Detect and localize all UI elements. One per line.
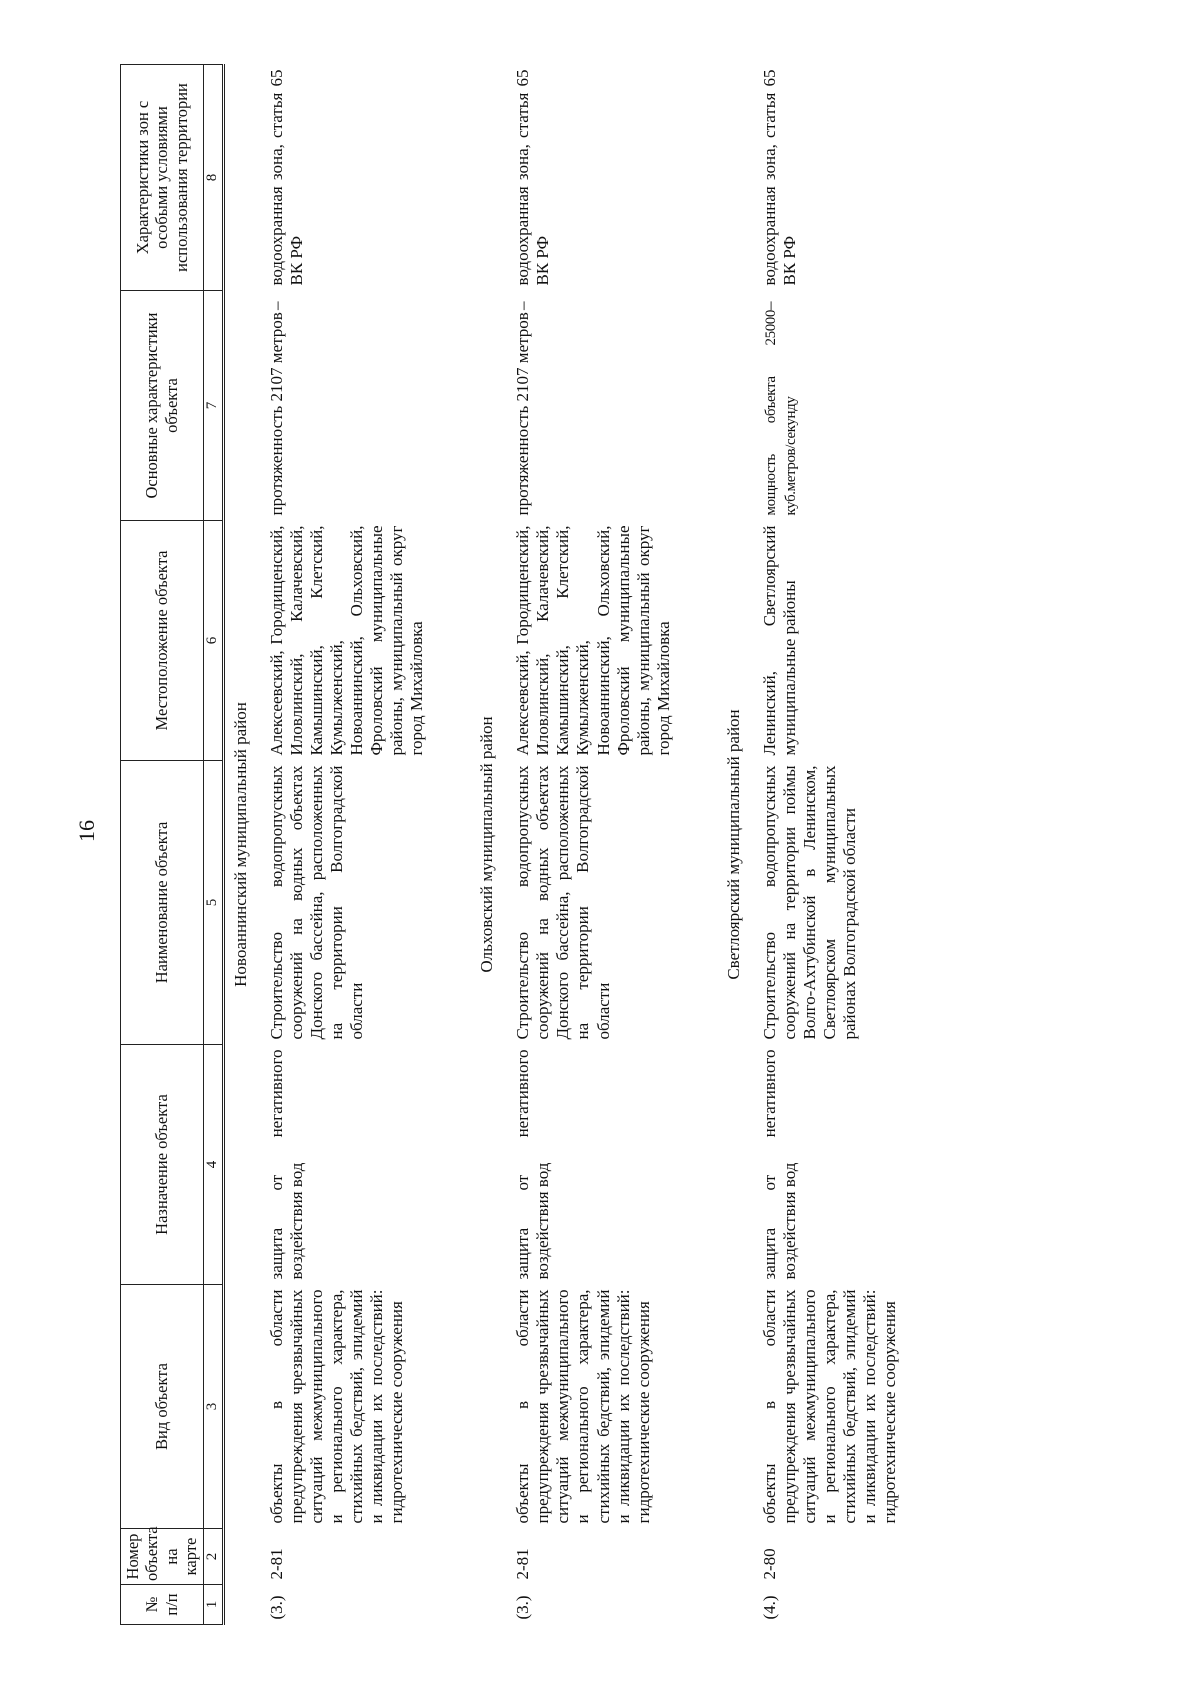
column-number: 7 [203, 291, 223, 521]
district-heading-row [718, 65, 752, 1625]
header-cell: Номер объекта на карте [121, 1529, 204, 1585]
characteristics-text: протяженность 2107 метров [513, 312, 533, 516]
header-cell: Назначение объекта [121, 1045, 204, 1285]
header-row [121, 65, 204, 1625]
map-number: 2-81 [266, 1548, 286, 1580]
table-row [259, 65, 427, 1625]
object-name: Строительство водопропускных сооружений на территории поймы Волго-Ахтубинской в Ленинском, Светлоярском муниципальных районах Волгоградской области [759, 765, 859, 1040]
spacer-row [674, 65, 718, 1625]
column-number: 4 [203, 1045, 223, 1285]
header-cell: Наименование объекта [121, 761, 204, 1045]
column-number-row [203, 65, 223, 1625]
row-number: (4.) [759, 1595, 779, 1620]
header-cell: № п/п [121, 1585, 204, 1625]
object-kind: объекты в области предупреждения чрезвычайных ситуаций межмуниципального и регионального характера, стихийных бедствий, эпидемий и ликвидации их последствий: гидротехнические сооружения [759, 1289, 900, 1524]
object-name: Строительство водопропускных сооружений на водных объектах Донского бассейна, расположенных на территории Волгоградской области [513, 765, 613, 1040]
map-number: 2-81 [513, 1548, 533, 1580]
object-kind: объекты в области предупреждения чрезвычайных ситуаций межмуниципального и регионального характера, стихийных бедствий, эпидемий и ликвидации их последствий: гидротехнические сооружения [513, 1289, 653, 1524]
zone-characteristics: водоохранная зона, статья 65 ВК РФ [759, 69, 799, 286]
district-heading: Новоаннинский муниципальный район [230, 702, 250, 987]
column-number: 3 [203, 1285, 223, 1529]
map-number: 2-80 [759, 1548, 779, 1580]
dash: – [513, 301, 533, 310]
page-number: 16 [74, 820, 99, 842]
object-purpose: защита от негативного воздействия вод [266, 1049, 306, 1280]
object-location: Алексеевский, Городищенский, Иловлинский, Калачевский, Камышинский, Клетский, Кумылженский, Новоаннинский, Ольховский, Фроловский муниципальные районы, муниципальный округ город Михайловка [513, 525, 673, 756]
dash: – [266, 301, 286, 310]
object-characteristics [259, 291, 427, 521]
object-characteristics [752, 291, 900, 521]
column-number: 2 [203, 1529, 223, 1585]
object-characteristics [505, 291, 673, 521]
column-number: 8 [203, 65, 223, 291]
objects-table [120, 64, 900, 1625]
characteristics-text: мощность объекта 25000 куб.метров/секунду [762, 310, 800, 516]
header-cell: Местоположение объекта [121, 521, 204, 761]
table-row [752, 65, 900, 1625]
object-purpose: защита от негативного воздействия вод [759, 1049, 799, 1280]
rotated-page [120, 65, 1160, 1625]
object-location: Ленинский, Светлоярский муниципальные районы [759, 525, 799, 756]
zone-characteristics: водоохранная зона, статья 65 ВК РФ [266, 69, 306, 286]
dash: – [759, 301, 779, 310]
object-name: Строительство водопропускных сооружений на водных объектах Донского бассейна, расположенных на территории Волгоградской области [266, 765, 367, 1040]
zone-characteristics: водоохранная зона, статья 65 ВК РФ [513, 69, 553, 286]
table-row [505, 65, 673, 1625]
district-heading-row [223, 65, 259, 1625]
row-number: (3.) [513, 1595, 533, 1620]
column-number: 1 [203, 1585, 223, 1625]
spacer-row [427, 65, 471, 1625]
header-cell: Основные характеристики объекта [121, 291, 204, 521]
object-location: Алексеевский, Городищенский, Иловлинский, Калачевский, Камышинский, Клетский, Кумылженский, Новоаннинский, Ольховский, Фроловский муниципальные районы, муниципальный округ город Михайловка [266, 525, 427, 756]
header-cell: Вид объекта [121, 1285, 204, 1529]
column-number: 5 [203, 761, 223, 1045]
row-number: (3.) [266, 1595, 286, 1620]
header-cell: Характеристики зон с особыми условиями использования территории [121, 65, 204, 291]
object-kind: объекты в области предупреждения чрезвычайных ситуаций межмуниципального и регионального характера, стихийных бедствий, эпидемий и ликвидации их последствий: гидротехнические сооружения [266, 1289, 407, 1524]
object-purpose: защита от негативного воздействия вод [513, 1049, 553, 1280]
district-heading: Ольховский муниципальный район [477, 716, 497, 973]
characteristics-text: протяженность 2107 метров [266, 312, 286, 516]
column-number: 6 [203, 521, 223, 761]
district-heading-row [471, 65, 505, 1625]
district-heading: Светлоярский муниципальный район [723, 709, 743, 980]
